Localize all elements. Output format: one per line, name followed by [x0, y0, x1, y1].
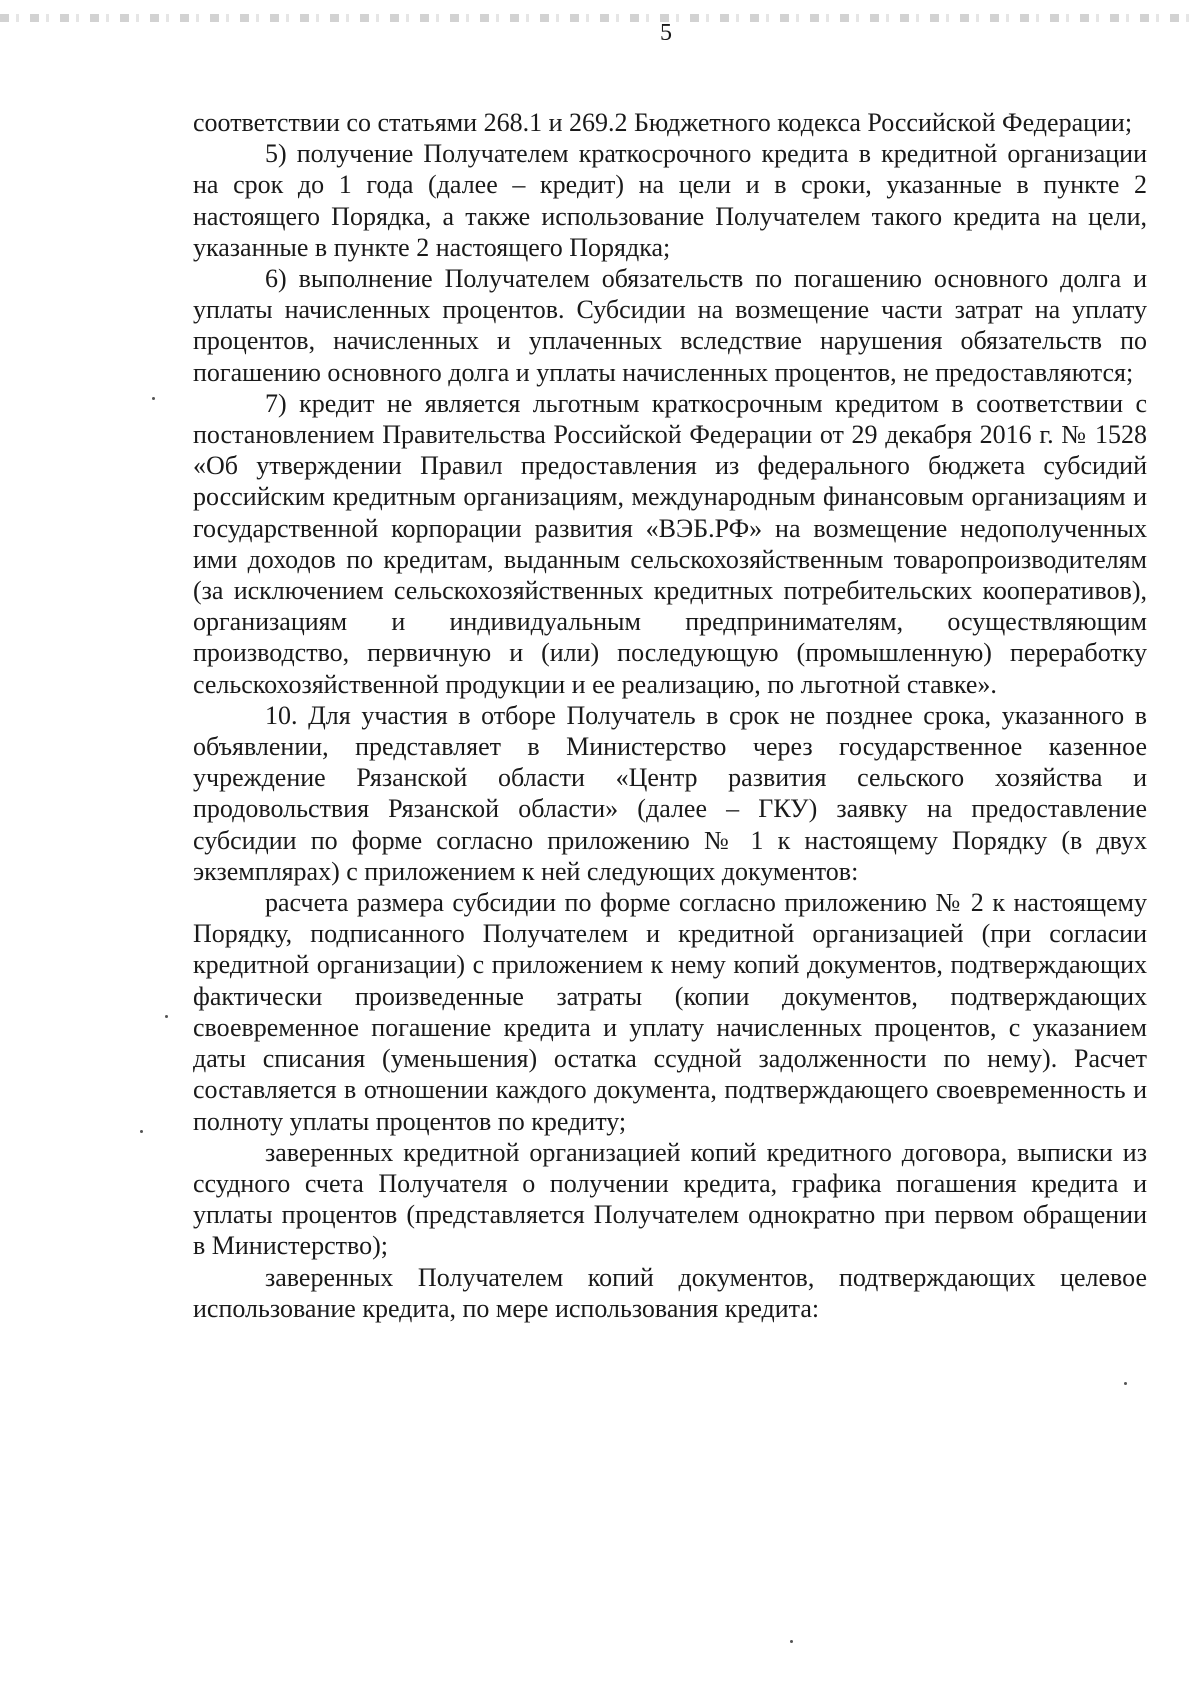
paragraph: расчета размера субсидии по форме согласно приложению № 2 к настоящему Порядку, подписанного Получателем и кредитной организацией (при согласии кредитной организации) с приложением к нему копий документов, подтверждающих фактически произведенные затраты (копии документов, подтверждающих своевременное погашение кредита и уплату начисленных процентов, с указанием даты списания (уменьшения) остатка ссудной задолженности по нему). Расчет составляется в отношении каждого документа, подтверждающего своевременность и полноту уплаты процентов по кредиту;	[193, 888, 1147, 1136]
paragraph: заверенных Получателем копий документов, подтверждающих целевое использование кредита, по мере использования кредита:	[193, 1262, 1147, 1323]
paragraph: соответствии со статьями 268.1 и 269.2 Бюджетного кодекса Российской Федерации;	[193, 108, 1133, 137]
paragraph: заверенных кредитной организацией копий кредитного договора, выписки из ссудного счета Получателя о получении кредита, графика погашения кредита и уплаты процентов (представляется Получателем однократно при первом обращении в Министерство);	[193, 1137, 1147, 1261]
paragraph: 10. Для участия в отборе Получатель в срок не позднее срока, указанного в объявлении, представляет в Министерство через государственное казенное учреждение Рязанской области «Центр развития сельского хозяйства и продовольствия Рязанской области» (далее – ГКУ) заявку на предоставление субсидии по форме согласно приложению № 1 к настоящему Порядку (в двух экземплярах) с приложением к ней следующих документов:	[193, 700, 1147, 886]
scan-speck	[790, 1640, 793, 1643]
scan-speck	[152, 397, 155, 400]
scan-speck	[165, 1015, 168, 1018]
paragraph: 7) кредит не является льготным краткосрочным кредитом в соответствии с постановлением Правительства Российской Федерации от 29 декабря 2016 г. № 1528 «Об утверждении Правил предоставления из федерального бюджета субсидий российским кредитным организациям, международным финансовым организациям и государственной корпорации развития «ВЭБ.РФ» на возмещение недополученных ими доходов по кредитам, выданным сельскохозяйственным товаропроизводителям (за исключением сельскохозяйственных кредитных потребительских кооперативов), организациям и индивидуальным предпринимателям, осуществляющим производство, первичную и (или) последующую (промышленную) переработку сельскохозяйственной продукции и ее реализацию, по льготной ставке».	[193, 388, 1147, 699]
document-body	[193, 107, 1147, 1324]
scan-speck	[140, 1130, 143, 1133]
scan-speck	[1124, 1382, 1127, 1385]
page-number: 5	[660, 20, 672, 46]
paragraph: 6) выполнение Получателем обязательств по погашению основного долга и уплаты начисленных процентов. Субсидии на возмещение части затрат на уплату процентов, начисленных и уплаченных вследствие нарушения обязательств по погашению основного долга и уплаты начисленных процентов, не предоставляются;	[193, 264, 1147, 387]
paragraph: 5) получение Получателем краткосрочного кредита в кредитной организации на срок до 1 года (далее – кредит) на цели и в сроки, указанные в пункте 2 настоящего Порядка, а также использование Получателем такого кредита на цели, указанные в пункте 2 настоящего Порядка;	[193, 139, 1147, 262]
scan-top-edge	[0, 14, 1200, 22]
